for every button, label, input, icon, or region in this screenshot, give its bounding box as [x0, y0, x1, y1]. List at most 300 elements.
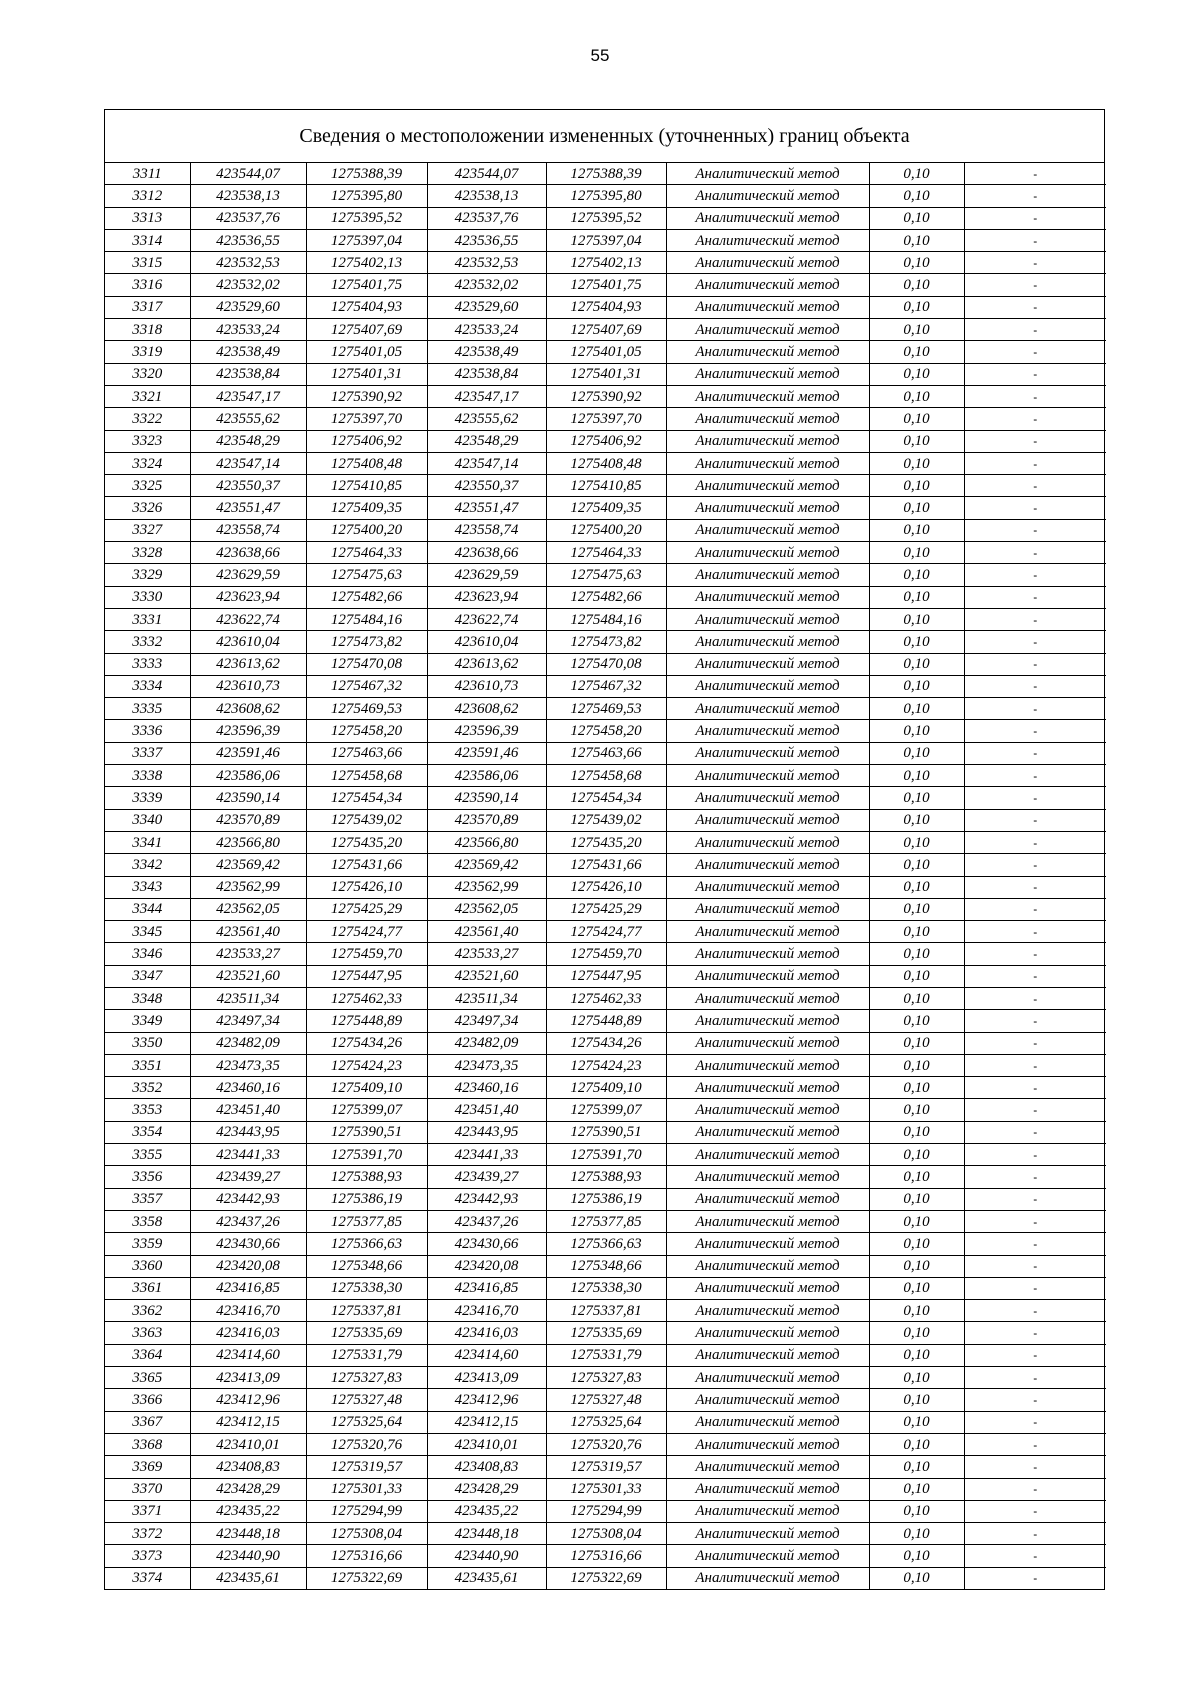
cell-x-new: 423533,24	[427, 319, 546, 341]
cell-y-old: 1275320,76	[306, 1433, 427, 1455]
cell-accuracy: 0,10	[869, 742, 964, 764]
cell-x-old: 423562,05	[190, 898, 306, 920]
cell-accuracy: 0,10	[869, 854, 964, 876]
table-row	[105, 564, 1106, 586]
cell-accuracy: 0,10	[869, 1300, 964, 1322]
cell-y-old: 1275335,69	[306, 1322, 427, 1344]
cell-y-new: 1275397,04	[546, 229, 666, 251]
cell-x-new: 423533,27	[427, 943, 546, 965]
cell-accuracy: 0,10	[869, 1567, 964, 1589]
table-row	[105, 542, 1106, 564]
table-row	[105, 698, 1106, 720]
cell-x-new: 423412,15	[427, 1411, 546, 1433]
cell-y-old: 1275459,70	[306, 943, 427, 965]
cell-accuracy: 0,10	[869, 185, 964, 207]
cell-point-number: 3353	[105, 1099, 190, 1121]
table-row	[105, 1478, 1106, 1500]
cell-y-old: 1275425,29	[306, 898, 427, 920]
cell-method: Аналитический метод	[666, 385, 869, 407]
cell-description: -	[964, 1121, 1106, 1143]
table-row	[105, 1411, 1106, 1433]
table-row	[105, 1300, 1106, 1322]
cell-method: Аналитический метод	[666, 1277, 869, 1299]
cell-method: Аналитический метод	[666, 1099, 869, 1121]
table-row	[105, 1010, 1106, 1032]
cell-y-old: 1275448,89	[306, 1010, 427, 1032]
cell-description: -	[964, 542, 1106, 564]
cell-point-number: 3360	[105, 1255, 190, 1277]
cell-y-old: 1275431,66	[306, 854, 427, 876]
cell-y-old: 1275294,99	[306, 1500, 427, 1522]
cell-method: Аналитический метод	[666, 765, 869, 787]
cell-x-old: 423623,94	[190, 586, 306, 608]
cell-point-number: 3343	[105, 876, 190, 898]
cell-y-old: 1275470,08	[306, 653, 427, 675]
cell-y-old: 1275404,93	[306, 296, 427, 318]
cell-description: -	[964, 452, 1106, 474]
cell-accuracy: 0,10	[869, 608, 964, 630]
cell-x-old: 423610,73	[190, 675, 306, 697]
cell-y-old: 1275388,93	[306, 1166, 427, 1188]
cell-y-new: 1275439,02	[546, 809, 666, 831]
cell-x-old: 423442,93	[190, 1188, 306, 1210]
table-row	[105, 185, 1106, 207]
cell-description: -	[964, 698, 1106, 720]
table-row	[105, 497, 1106, 519]
table-row	[105, 430, 1106, 452]
cell-y-new: 1275458,68	[546, 765, 666, 787]
cell-method: Аналитический метод	[666, 787, 869, 809]
cell-accuracy: 0,10	[869, 363, 964, 385]
cell-x-new: 423566,80	[427, 831, 546, 853]
cell-x-old: 423544,07	[190, 163, 306, 185]
cell-y-new: 1275390,51	[546, 1121, 666, 1143]
cell-y-old: 1275388,39	[306, 163, 427, 185]
cell-description: -	[964, 341, 1106, 363]
cell-x-new: 423497,34	[427, 1010, 546, 1032]
cell-x-old: 423569,42	[190, 854, 306, 876]
cell-point-number: 3326	[105, 497, 190, 519]
cell-method: Аналитический метод	[666, 1032, 869, 1054]
cell-x-new: 423623,94	[427, 586, 546, 608]
table-row	[105, 452, 1106, 474]
cell-point-number: 3345	[105, 921, 190, 943]
table-row	[105, 1210, 1106, 1232]
cell-method: Аналитический метод	[666, 319, 869, 341]
cell-y-old: 1275482,66	[306, 586, 427, 608]
cell-description: -	[964, 1411, 1106, 1433]
cell-y-old: 1275434,26	[306, 1032, 427, 1054]
cell-y-new: 1275482,66	[546, 586, 666, 608]
cell-y-new: 1275431,66	[546, 854, 666, 876]
cell-x-new: 423435,22	[427, 1500, 546, 1522]
cell-description: -	[964, 475, 1106, 497]
cell-x-new: 423586,06	[427, 765, 546, 787]
cell-accuracy: 0,10	[869, 163, 964, 185]
cell-description: -	[964, 742, 1106, 764]
table-row	[105, 742, 1106, 764]
table-title: Сведения о местоположении измененных (уточненных) границ объекта	[105, 110, 1104, 163]
cell-accuracy: 0,10	[869, 1433, 964, 1455]
table-row	[105, 921, 1106, 943]
cell-accuracy: 0,10	[869, 1478, 964, 1500]
cell-method: Аналитический метод	[666, 1545, 869, 1567]
cell-description: -	[964, 765, 1106, 787]
cell-method: Аналитический метод	[666, 1523, 869, 1545]
cell-description: -	[964, 809, 1106, 831]
cell-y-new: 1275335,69	[546, 1322, 666, 1344]
cell-description: -	[964, 831, 1106, 853]
cell-point-number: 3368	[105, 1433, 190, 1455]
cell-accuracy: 0,10	[869, 720, 964, 742]
cell-point-number: 3350	[105, 1032, 190, 1054]
cell-y-old: 1275390,92	[306, 385, 427, 407]
cell-description: -	[964, 519, 1106, 541]
cell-description: -	[964, 1099, 1106, 1121]
cell-description: -	[964, 1255, 1106, 1277]
cell-x-old: 423610,04	[190, 631, 306, 653]
cell-point-number: 3316	[105, 274, 190, 296]
cell-y-new: 1275402,13	[546, 252, 666, 274]
table-row	[105, 1032, 1106, 1054]
cell-point-number: 3346	[105, 943, 190, 965]
cell-y-old: 1275406,92	[306, 430, 427, 452]
table-row	[105, 675, 1106, 697]
cell-accuracy: 0,10	[869, 341, 964, 363]
boundary-table	[104, 109, 1105, 1590]
cell-x-new: 423537,76	[427, 207, 546, 229]
table-row	[105, 1433, 1106, 1455]
cell-description: -	[964, 497, 1106, 519]
cell-x-old: 423416,70	[190, 1300, 306, 1322]
cell-y-old: 1275484,16	[306, 608, 427, 630]
cell-y-old: 1275401,05	[306, 341, 427, 363]
cell-accuracy: 0,10	[869, 1545, 964, 1567]
cell-y-new: 1275316,66	[546, 1545, 666, 1567]
cell-description: -	[964, 921, 1106, 943]
cell-y-old: 1275397,70	[306, 408, 427, 430]
cell-x-new: 423416,03	[427, 1322, 546, 1344]
cell-y-new: 1275448,89	[546, 1010, 666, 1032]
cell-x-old: 423430,66	[190, 1233, 306, 1255]
cell-description: -	[964, 1367, 1106, 1389]
cell-point-number: 3312	[105, 185, 190, 207]
cell-x-old: 423555,62	[190, 408, 306, 430]
cell-description: -	[964, 252, 1106, 274]
cell-description: -	[964, 1144, 1106, 1166]
cell-point-number: 3340	[105, 809, 190, 831]
cell-x-new: 423548,29	[427, 430, 546, 452]
cell-method: Аналитический метод	[666, 1010, 869, 1032]
cell-method: Аналитический метод	[666, 1411, 869, 1433]
cell-point-number: 3333	[105, 653, 190, 675]
cell-description: -	[964, 1077, 1106, 1099]
cell-method: Аналитический метод	[666, 653, 869, 675]
table-body	[105, 163, 1106, 1589]
cell-point-number: 3361	[105, 1277, 190, 1299]
cell-x-new: 423608,62	[427, 698, 546, 720]
cell-point-number: 3311	[105, 163, 190, 185]
cell-description: -	[964, 586, 1106, 608]
cell-accuracy: 0,10	[869, 207, 964, 229]
cell-x-new: 423413,09	[427, 1367, 546, 1389]
table-row	[105, 341, 1106, 363]
cell-point-number: 3335	[105, 698, 190, 720]
cell-y-new: 1275388,93	[546, 1166, 666, 1188]
cell-method: Аналитический метод	[666, 720, 869, 742]
cell-point-number: 3327	[105, 519, 190, 541]
cell-x-old: 423416,85	[190, 1277, 306, 1299]
cell-description: -	[964, 1233, 1106, 1255]
cell-y-new: 1275407,69	[546, 319, 666, 341]
table-row	[105, 1322, 1106, 1344]
cell-method: Аналитический метод	[666, 1188, 869, 1210]
cell-method: Аналитический метод	[666, 1054, 869, 1076]
cell-y-old: 1275319,57	[306, 1456, 427, 1478]
table-row	[105, 163, 1106, 185]
cell-accuracy: 0,10	[869, 430, 964, 452]
cell-x-old: 423566,80	[190, 831, 306, 853]
cell-x-new: 423536,55	[427, 229, 546, 251]
cell-y-old: 1275407,69	[306, 319, 427, 341]
cell-point-number: 3332	[105, 631, 190, 653]
cell-y-new: 1275458,20	[546, 720, 666, 742]
cell-y-old: 1275402,13	[306, 252, 427, 274]
cell-description: -	[964, 631, 1106, 653]
cell-y-new: 1275467,32	[546, 675, 666, 697]
cell-point-number: 3358	[105, 1210, 190, 1232]
cell-method: Аналитический метод	[666, 1233, 869, 1255]
cell-method: Аналитический метод	[666, 452, 869, 474]
cell-method: Аналитический метод	[666, 408, 869, 430]
cell-method: Аналитический метод	[666, 207, 869, 229]
cell-y-old: 1275377,85	[306, 1210, 427, 1232]
cell-point-number: 3318	[105, 319, 190, 341]
cell-x-new: 423482,09	[427, 1032, 546, 1054]
cell-x-old: 423550,37	[190, 475, 306, 497]
cell-x-new: 423511,34	[427, 987, 546, 1009]
cell-y-old: 1275400,20	[306, 519, 427, 541]
cell-method: Аналитический метод	[666, 1456, 869, 1478]
cell-description: -	[964, 787, 1106, 809]
cell-point-number: 3352	[105, 1077, 190, 1099]
cell-x-new: 423591,46	[427, 742, 546, 764]
cell-accuracy: 0,10	[869, 809, 964, 831]
cell-description: -	[964, 1010, 1106, 1032]
cell-x-new: 423532,02	[427, 274, 546, 296]
cell-y-old: 1275408,48	[306, 452, 427, 474]
cell-y-new: 1275464,33	[546, 542, 666, 564]
cell-description: -	[964, 1456, 1106, 1478]
cell-y-new: 1275454,34	[546, 787, 666, 809]
cell-x-new: 423416,85	[427, 1277, 546, 1299]
cell-y-old: 1275395,52	[306, 207, 427, 229]
cell-y-old: 1275366,63	[306, 1233, 427, 1255]
cell-y-new: 1275348,66	[546, 1255, 666, 1277]
table-row	[105, 207, 1106, 229]
cell-x-old: 423547,14	[190, 452, 306, 474]
cell-x-old: 423412,15	[190, 1411, 306, 1433]
cell-y-old: 1275409,35	[306, 497, 427, 519]
cell-accuracy: 0,10	[869, 1500, 964, 1522]
table-row	[105, 631, 1106, 653]
cell-description: -	[964, 1166, 1106, 1188]
cell-point-number: 3374	[105, 1567, 190, 1589]
cell-y-new: 1275399,07	[546, 1099, 666, 1121]
cell-y-old: 1275308,04	[306, 1523, 427, 1545]
cell-x-old: 423570,89	[190, 809, 306, 831]
cell-y-new: 1275447,95	[546, 965, 666, 987]
cell-x-new: 423414,60	[427, 1344, 546, 1366]
cell-method: Аналитический метод	[666, 252, 869, 274]
table-row	[105, 1166, 1106, 1188]
cell-y-new: 1275426,10	[546, 876, 666, 898]
cell-description: -	[964, 319, 1106, 341]
cell-y-new: 1275406,92	[546, 430, 666, 452]
table-row	[105, 385, 1106, 407]
table-row	[105, 274, 1106, 296]
cell-y-new: 1275391,70	[546, 1144, 666, 1166]
table-row	[105, 519, 1106, 541]
cell-method: Аналитический метод	[666, 363, 869, 385]
cell-x-new: 423538,49	[427, 341, 546, 363]
cell-method: Аналитический метод	[666, 1389, 869, 1411]
cell-x-old: 423547,17	[190, 385, 306, 407]
cell-x-old: 423586,06	[190, 765, 306, 787]
cell-y-old: 1275439,02	[306, 809, 427, 831]
cell-x-old: 423561,40	[190, 921, 306, 943]
cell-point-number: 3329	[105, 564, 190, 586]
cell-accuracy: 0,10	[869, 787, 964, 809]
cell-y-old: 1275395,80	[306, 185, 427, 207]
cell-x-new: 423610,04	[427, 631, 546, 653]
cell-x-new: 423430,66	[427, 1233, 546, 1255]
cell-method: Аналитический метод	[666, 1322, 869, 1344]
cell-y-old: 1275348,66	[306, 1255, 427, 1277]
cell-description: -	[964, 1032, 1106, 1054]
cell-x-old: 423532,53	[190, 252, 306, 274]
cell-description: -	[964, 274, 1106, 296]
cell-method: Аналитический метод	[666, 1500, 869, 1522]
cell-y-new: 1275424,77	[546, 921, 666, 943]
table-row	[105, 1277, 1106, 1299]
cell-x-old: 423437,26	[190, 1210, 306, 1232]
cell-point-number: 3314	[105, 229, 190, 251]
cell-y-new: 1275337,81	[546, 1300, 666, 1322]
cell-y-new: 1275470,08	[546, 653, 666, 675]
cell-accuracy: 0,10	[869, 586, 964, 608]
table-row	[105, 1144, 1106, 1166]
cell-y-new: 1275401,05	[546, 341, 666, 363]
cell-point-number: 3330	[105, 586, 190, 608]
cell-y-old: 1275424,77	[306, 921, 427, 943]
cell-accuracy: 0,10	[869, 296, 964, 318]
cell-description: -	[964, 1545, 1106, 1567]
cell-description: -	[964, 229, 1106, 251]
cell-accuracy: 0,10	[869, 542, 964, 564]
cell-description: -	[964, 1523, 1106, 1545]
cell-x-old: 423413,09	[190, 1367, 306, 1389]
cell-description: -	[964, 1567, 1106, 1589]
cell-method: Аналитический метод	[666, 542, 869, 564]
cell-accuracy: 0,10	[869, 452, 964, 474]
cell-description: -	[964, 1054, 1106, 1076]
cell-point-number: 3336	[105, 720, 190, 742]
cell-description: -	[964, 363, 1106, 385]
cell-point-number: 3324	[105, 452, 190, 474]
cell-x-new: 423428,29	[427, 1478, 546, 1500]
cell-method: Аналитический метод	[666, 1433, 869, 1455]
cell-x-new: 423440,90	[427, 1545, 546, 1567]
cell-point-number: 3315	[105, 252, 190, 274]
cell-y-old: 1275458,20	[306, 720, 427, 742]
cell-y-old: 1275473,82	[306, 631, 427, 653]
cell-accuracy: 0,10	[869, 1010, 964, 1032]
cell-accuracy: 0,10	[869, 475, 964, 497]
cell-x-old: 423538,49	[190, 341, 306, 363]
cell-method: Аналитический метод	[666, 185, 869, 207]
cell-method: Аналитический метод	[666, 1367, 869, 1389]
cell-point-number: 3359	[105, 1233, 190, 1255]
cell-description: -	[964, 1433, 1106, 1455]
cell-method: Аналитический метод	[666, 742, 869, 764]
cell-method: Аналитический метод	[666, 341, 869, 363]
cell-x-old: 423596,39	[190, 720, 306, 742]
cell-x-old: 423435,22	[190, 1500, 306, 1522]
cell-y-old: 1275410,85	[306, 475, 427, 497]
cell-y-old: 1275454,34	[306, 787, 427, 809]
cell-y-new: 1275386,19	[546, 1188, 666, 1210]
cell-x-new: 423544,07	[427, 163, 546, 185]
cell-method: Аналитический метод	[666, 229, 869, 251]
cell-y-old: 1275435,20	[306, 831, 427, 853]
cell-description: -	[964, 965, 1106, 987]
table-row	[105, 296, 1106, 318]
cell-x-new: 423460,16	[427, 1077, 546, 1099]
cell-description: -	[964, 1500, 1106, 1522]
cell-x-old: 423590,14	[190, 787, 306, 809]
cell-description: -	[964, 185, 1106, 207]
cell-x-new: 423451,40	[427, 1099, 546, 1121]
cell-y-old: 1275390,51	[306, 1121, 427, 1143]
cell-method: Аналитический метод	[666, 1166, 869, 1188]
cell-x-old: 423558,74	[190, 519, 306, 541]
cell-x-old: 423533,24	[190, 319, 306, 341]
table-row	[105, 1367, 1106, 1389]
cell-description: -	[964, 1389, 1106, 1411]
cell-accuracy: 0,10	[869, 1166, 964, 1188]
cell-y-old: 1275338,30	[306, 1277, 427, 1299]
cell-method: Аналитический метод	[666, 519, 869, 541]
table-row	[105, 1077, 1106, 1099]
cell-point-number: 3366	[105, 1389, 190, 1411]
cell-description: -	[964, 608, 1106, 630]
cell-point-number: 3337	[105, 742, 190, 764]
cell-description: -	[964, 296, 1106, 318]
cell-description: -	[964, 1188, 1106, 1210]
cell-accuracy: 0,10	[869, 898, 964, 920]
cell-method: Аналитический метод	[666, 586, 869, 608]
cell-y-new: 1275409,10	[546, 1077, 666, 1099]
cell-method: Аналитический метод	[666, 1344, 869, 1366]
cell-method: Аналитический метод	[666, 965, 869, 987]
cell-x-new: 423448,18	[427, 1523, 546, 1545]
cell-method: Аналитический метод	[666, 274, 869, 296]
table-row	[105, 1456, 1106, 1478]
table-row	[105, 1567, 1106, 1589]
cell-accuracy: 0,10	[869, 229, 964, 251]
cell-method: Аналитический метод	[666, 943, 869, 965]
